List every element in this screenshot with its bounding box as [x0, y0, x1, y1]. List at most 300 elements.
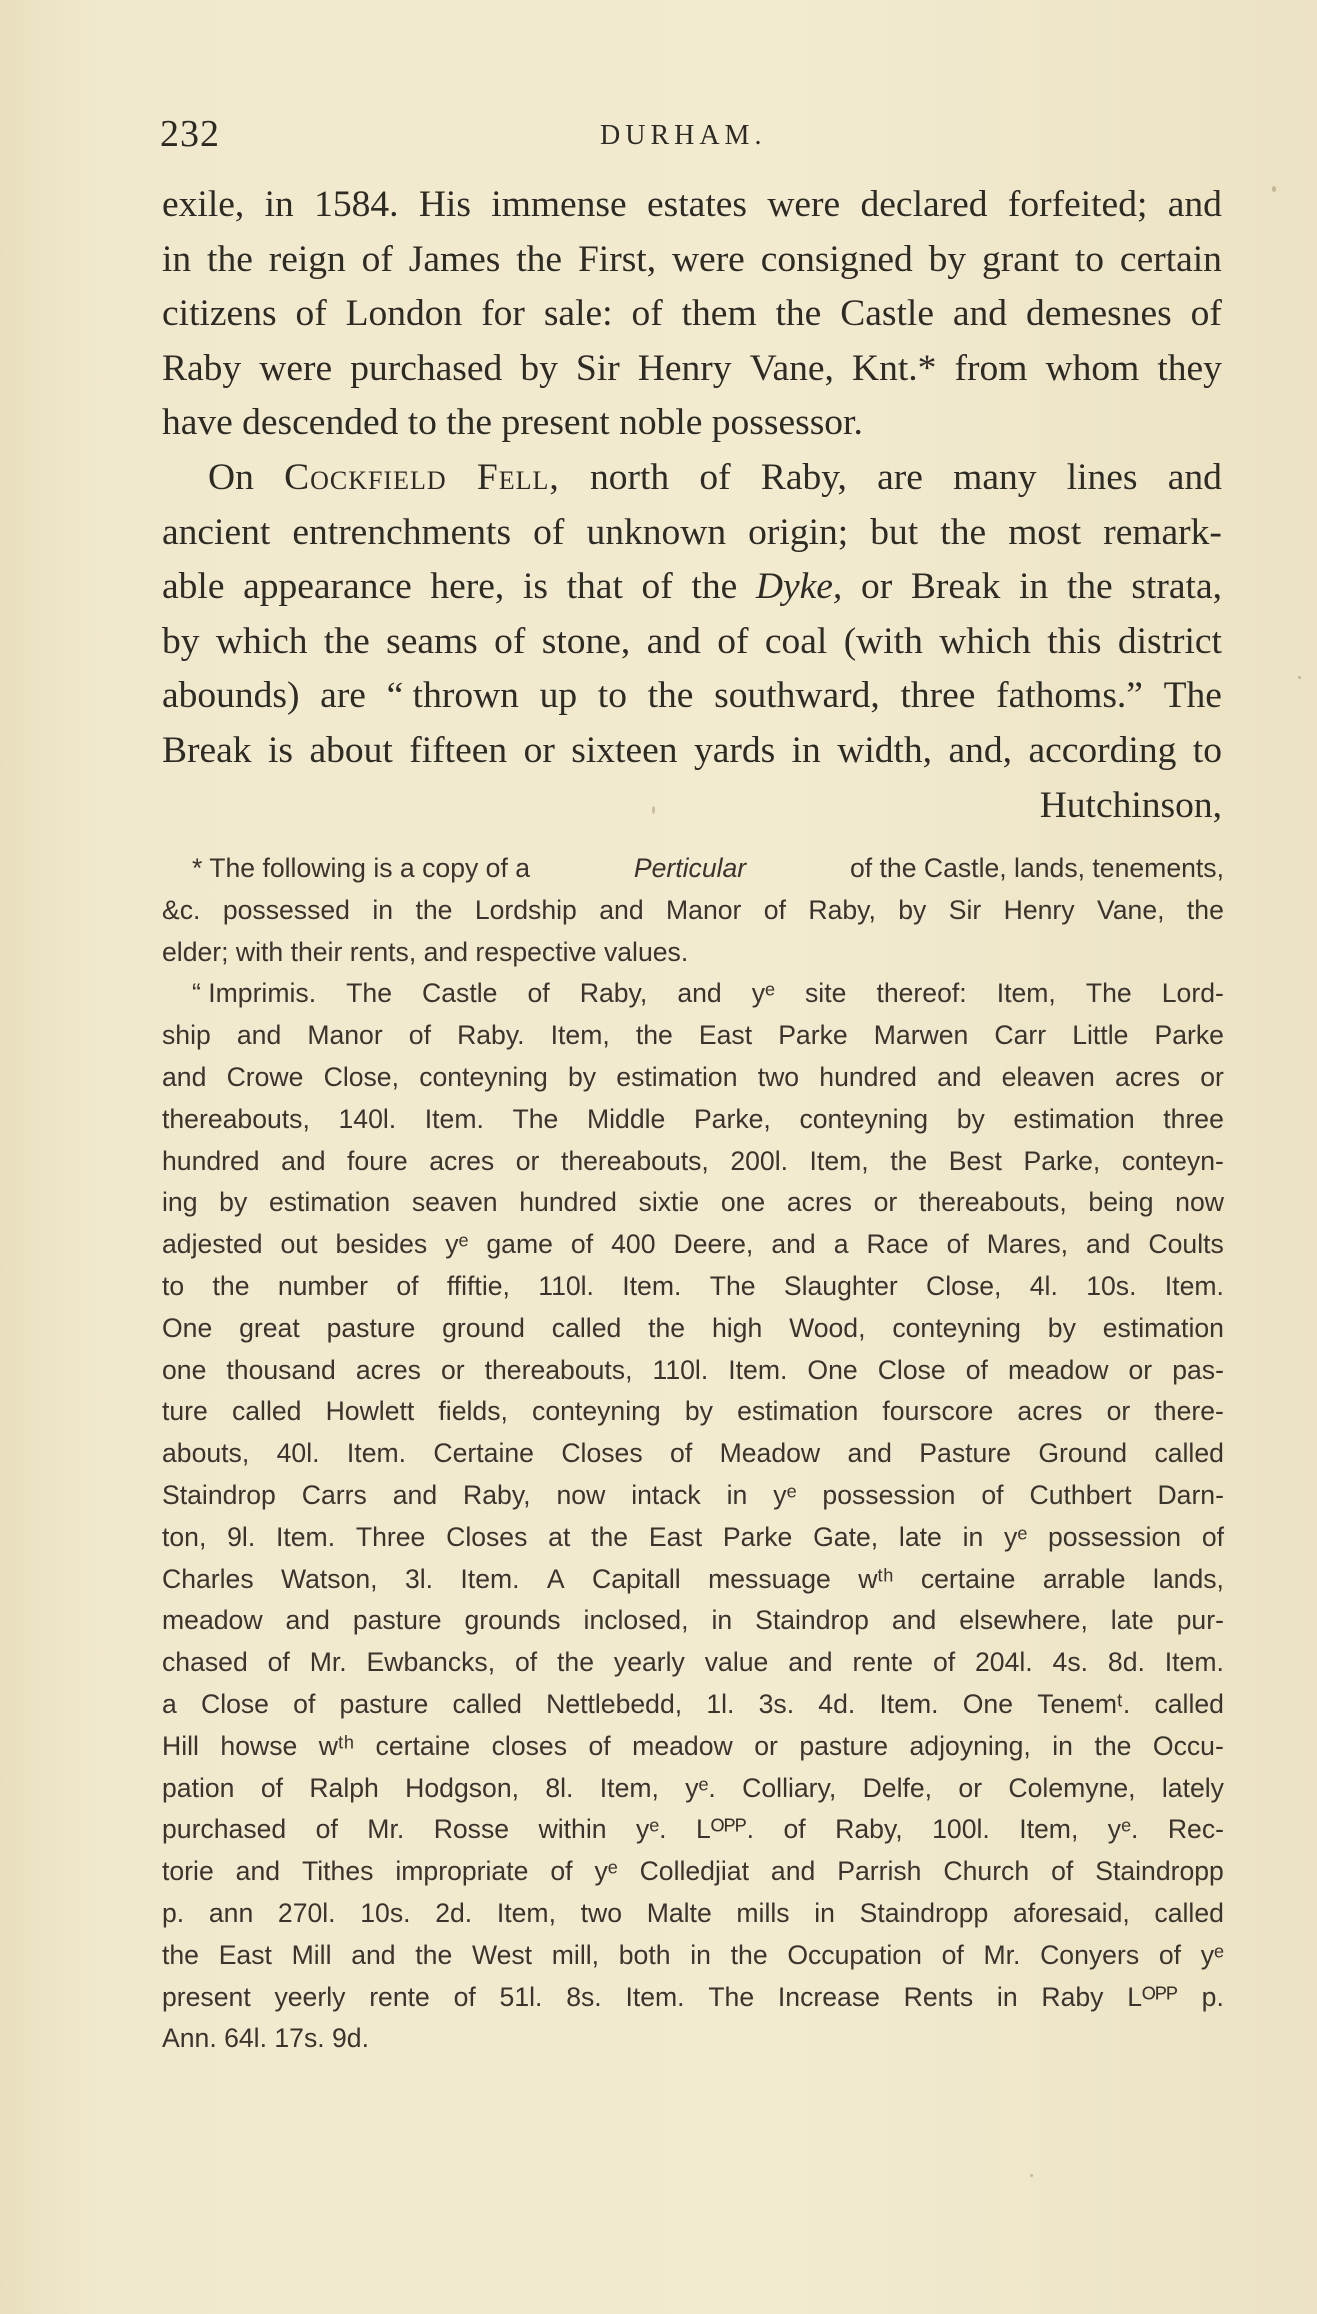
word: possessed	[222, 894, 350, 925]
word: is	[522, 566, 548, 608]
word: 3l.	[404, 1563, 434, 1594]
word: The	[1085, 978, 1132, 1009]
word: they	[1157, 347, 1222, 389]
word: of	[295, 293, 327, 335]
word: estimation	[268, 1187, 391, 1218]
word: meadow	[162, 1605, 263, 1636]
word: game	[486, 1229, 553, 1260]
word: of	[932, 1647, 956, 1678]
word: Cuthbert	[1029, 1479, 1132, 1510]
word: Coults	[1148, 1229, 1224, 1260]
footnote-line	[162, 1266, 1224, 1308]
word: aforesaid,	[1012, 1897, 1130, 1928]
word: have descended to the present noble possessor.	[162, 402, 863, 444]
word: acres	[429, 1145, 495, 1176]
word: Knt.*	[852, 347, 937, 389]
word: value	[704, 1647, 769, 1678]
footnote-line	[162, 1182, 1224, 1224]
word: 4s.	[1052, 1647, 1089, 1678]
word: Henry	[637, 347, 732, 389]
word: conteyning	[892, 1312, 1021, 1343]
word: late	[898, 1521, 942, 1552]
italic-term: Dyke,	[755, 566, 843, 608]
footnote-line	[162, 1141, 1224, 1183]
word: Staindrop	[162, 1479, 276, 1510]
word: and,	[948, 729, 1013, 771]
word: to	[1074, 238, 1105, 280]
word: yᵉ	[751, 978, 775, 1009]
word: and	[677, 978, 722, 1009]
word: London	[345, 293, 463, 335]
word: this	[1047, 620, 1102, 662]
word: thereabouts,	[560, 1145, 709, 1176]
word: now	[556, 1479, 606, 1510]
word: yeerly	[274, 1981, 346, 2012]
word: 100l.	[932, 1814, 990, 1845]
catchword: Hutchinson,	[1039, 784, 1222, 826]
word: which	[215, 620, 308, 662]
footnote-line	[162, 1057, 1224, 1099]
word: Close	[877, 1354, 946, 1385]
word: up	[539, 675, 578, 717]
word: The	[709, 1270, 756, 1301]
word: two	[757, 1061, 800, 1092]
word: Crowe	[226, 1061, 304, 1092]
word: estates	[647, 184, 747, 225]
footnote-line	[162, 1308, 1224, 1350]
word: seams	[386, 620, 478, 662]
word: or	[1128, 1354, 1153, 1385]
word: 10s.	[360, 1897, 411, 1928]
word: Parke	[1154, 1020, 1224, 1051]
word: Item.	[1164, 1647, 1224, 1678]
word: Close	[200, 1688, 269, 1719]
word: in	[814, 1897, 835, 1928]
word: most	[1008, 511, 1082, 553]
word: and	[285, 1605, 330, 1636]
word: Tenemᵗ.	[1037, 1688, 1131, 1719]
page-header	[160, 112, 1270, 162]
word: and	[937, 1061, 982, 1092]
word: were	[259, 347, 333, 389]
word: citizens	[162, 293, 277, 335]
word: Close,	[323, 1061, 399, 1092]
footnote-line	[162, 1851, 1224, 1893]
word: lands,	[1152, 1563, 1224, 1594]
word: yᵉ	[773, 1479, 797, 1510]
word: rente	[852, 1647, 914, 1678]
word: that	[566, 566, 623, 608]
footnote-line	[162, 1726, 1224, 1768]
word: acres	[355, 1354, 421, 1385]
text-line	[162, 669, 1222, 724]
word: yᵉ.	[635, 1814, 667, 1845]
word: Rosse	[433, 1814, 510, 1845]
word: of	[494, 620, 526, 662]
word: and	[236, 1020, 282, 1051]
footnote	[162, 848, 1224, 2060]
word: from	[954, 347, 1028, 389]
word: Parrish	[837, 1856, 922, 1887]
italic-term: Perticular	[633, 853, 747, 883]
word: Pasture	[919, 1438, 1011, 1469]
word: Tithes	[301, 1856, 374, 1887]
word: in	[726, 1479, 748, 1510]
word: fathoms.”	[996, 675, 1143, 717]
word: the	[890, 1145, 928, 1176]
word: ffiftie,	[446, 1270, 510, 1301]
word: Castle	[840, 293, 934, 335]
word: of	[408, 1020, 431, 1051]
word: besides	[335, 1229, 428, 1260]
word: to	[1192, 729, 1222, 771]
word: Deere,	[673, 1229, 754, 1260]
word: possession	[822, 1479, 956, 1510]
word: A	[546, 1563, 565, 1594]
word: the	[212, 1270, 250, 1301]
footnote-text: of the Castle, lands, tenements,	[849, 853, 1224, 883]
word: Little	[1072, 1020, 1129, 1051]
word: immense	[491, 184, 627, 225]
word: consigned	[760, 238, 913, 280]
text-line	[162, 342, 1222, 397]
word: and	[162, 1061, 207, 1092]
word: forfeited;	[1007, 184, 1148, 225]
word: (with	[843, 620, 923, 662]
word: and	[771, 1229, 816, 1260]
word: in	[791, 729, 821, 771]
word: Item.	[625, 1981, 685, 2012]
word: within	[538, 1814, 607, 1845]
word: or	[1106, 1396, 1131, 1427]
word: pasture	[352, 1605, 442, 1636]
word: Charles	[162, 1563, 254, 1594]
word: the	[415, 1939, 453, 1970]
word: ture	[162, 1396, 208, 1427]
word: the	[162, 1939, 199, 1970]
word: ancient	[162, 511, 271, 553]
word: Darn-	[1157, 1479, 1224, 1510]
word: the	[415, 894, 453, 925]
word: in	[162, 238, 192, 280]
word: conteyning	[532, 1396, 661, 1427]
word: wᵗʰ	[318, 1730, 355, 1761]
word: the	[647, 675, 694, 717]
word: the	[1094, 1730, 1132, 1761]
word: of	[783, 1814, 806, 1845]
word: East	[218, 1939, 272, 1970]
word: Close,	[926, 1270, 1002, 1301]
word: Mares,	[986, 1229, 1069, 1260]
word: were	[767, 184, 841, 225]
word: many	[953, 456, 1037, 498]
word: yearly	[613, 1647, 685, 1678]
word: Lord-	[1161, 978, 1224, 1009]
word: certain	[1119, 238, 1222, 280]
word: origin;	[748, 511, 849, 553]
word: declared	[860, 184, 988, 225]
word: and	[1167, 184, 1222, 225]
word: coal	[764, 620, 828, 662]
word: seaven	[411, 1187, 498, 1218]
word: arrable	[1042, 1563, 1126, 1594]
word: The	[708, 1981, 755, 2012]
word: Parke	[722, 1521, 793, 1552]
word: and	[351, 1939, 396, 1970]
word: Manor	[666, 894, 742, 925]
word: Hill	[162, 1730, 199, 1761]
word: West	[471, 1939, 533, 1970]
word: Best	[948, 1145, 1002, 1176]
word: of	[641, 566, 673, 608]
word: of	[965, 1354, 988, 1385]
word: yᵉ	[445, 1229, 469, 1260]
word: the	[557, 1647, 595, 1678]
text-line	[162, 615, 1222, 670]
word: Item.	[728, 1354, 788, 1385]
word: of	[533, 511, 565, 553]
word: and	[392, 1479, 438, 1510]
word: pasture	[326, 1312, 416, 1343]
word: by	[568, 1061, 597, 1092]
word: Staindropp	[1095, 1856, 1224, 1887]
word: fifteen	[409, 729, 508, 771]
word: of	[550, 1856, 573, 1887]
word: adjoyning,	[909, 1730, 1031, 1761]
footnote-line	[162, 1433, 1224, 1475]
paper-speck	[1298, 676, 1301, 679]
running-head: DURHAM.	[600, 120, 767, 151]
word: Malte	[646, 1897, 712, 1928]
word: them	[681, 293, 757, 335]
word: Item,	[496, 1897, 556, 1928]
word: of	[361, 238, 393, 280]
word: of	[514, 1647, 538, 1678]
word: three	[1163, 1103, 1224, 1134]
word: Carrs	[301, 1479, 367, 1510]
word: rente	[369, 1981, 430, 2012]
word: mill,	[551, 1939, 600, 1970]
word: 110l.	[538, 1270, 594, 1301]
word: hundred	[162, 1145, 260, 1176]
page-number: 232	[160, 113, 220, 155]
word: Parke,	[1023, 1145, 1101, 1176]
word: or	[958, 1772, 983, 1803]
place-name: Fell,	[476, 456, 560, 498]
word: Certaine	[433, 1438, 534, 1469]
word: East	[648, 1521, 703, 1552]
word: pas-	[1172, 1354, 1224, 1385]
word: of	[293, 1688, 316, 1719]
word: 2d.	[435, 1897, 473, 1928]
word: Ann. 64l. 17s. 9d.	[162, 2023, 369, 2054]
word: the	[730, 1939, 768, 1970]
word: Vane,	[749, 347, 834, 389]
paper-speck	[1030, 2174, 1033, 2177]
word: but	[870, 511, 919, 553]
word: acres	[786, 1187, 852, 1218]
word: yᵉ.	[685, 1772, 716, 1803]
word: Raby,	[760, 456, 847, 498]
word: is	[268, 729, 294, 771]
footnote-line	[162, 1475, 1224, 1517]
word: according	[1028, 729, 1177, 771]
word: of	[588, 1730, 611, 1761]
text-line	[162, 779, 1222, 834]
word: of	[699, 456, 731, 498]
word: Raby,	[579, 978, 648, 1009]
word: meadow	[1007, 1354, 1109, 1385]
word: in	[996, 1981, 1018, 2012]
word: or	[860, 566, 893, 608]
word: of	[267, 1647, 290, 1678]
word: 110l.	[652, 1354, 709, 1385]
word: of	[1190, 293, 1222, 335]
word: Hodgson,	[405, 1772, 520, 1803]
text-line	[162, 178, 1222, 233]
word: the	[207, 238, 253, 280]
word: 1l.	[706, 1688, 735, 1719]
word: 140l.	[338, 1103, 397, 1134]
word: southward,	[714, 675, 880, 717]
word: or	[515, 1145, 540, 1176]
word: pasture	[339, 1688, 429, 1719]
word: and	[847, 1438, 892, 1469]
word: 10s.	[1086, 1270, 1137, 1301]
word: Rents	[903, 1981, 974, 2012]
word: Rec-	[1167, 1814, 1224, 1845]
word: Castle	[422, 978, 498, 1009]
word: of	[453, 1981, 476, 2012]
footnote-line	[162, 1893, 1224, 1935]
footnote-line	[162, 890, 1224, 932]
word: Gate,	[813, 1521, 879, 1552]
word: there-	[1154, 1396, 1224, 1427]
word: The	[1163, 675, 1222, 717]
word: purchased	[350, 347, 503, 389]
word: James	[408, 238, 501, 280]
word: now	[1175, 1187, 1224, 1218]
word: of	[717, 620, 749, 662]
word: sixteen	[571, 729, 678, 771]
word: of	[1201, 1521, 1224, 1552]
word: are	[877, 456, 923, 498]
word: which	[939, 620, 1031, 662]
word: Item,	[1019, 1814, 1079, 1845]
word: and	[891, 1605, 937, 1636]
word: in	[264, 184, 294, 225]
word: thereabouts,	[162, 1103, 310, 1134]
word: present	[162, 1981, 251, 2012]
word: 400	[611, 1229, 656, 1260]
word: Three	[355, 1521, 426, 1552]
word: Item.	[275, 1521, 336, 1552]
word: and	[952, 293, 1008, 335]
word: the	[691, 566, 738, 608]
word: yᵉ	[1004, 1521, 1028, 1552]
word: of	[631, 293, 663, 335]
word: and	[788, 1647, 833, 1678]
word: His	[418, 184, 471, 225]
word: of	[396, 1270, 419, 1301]
word: p.	[162, 1897, 185, 1928]
word: ann	[208, 1897, 254, 1928]
footnote-line	[162, 973, 1224, 1015]
footnote-line	[162, 1517, 1224, 1559]
word: Vane,	[1096, 894, 1165, 925]
word: thereabouts,	[918, 1187, 1067, 1218]
word: Wood,	[789, 1312, 866, 1343]
word: Sir	[948, 894, 982, 925]
word: of	[763, 894, 786, 925]
footnote-line	[162, 1015, 1224, 1057]
word: the	[635, 1020, 673, 1051]
word: of	[946, 1229, 969, 1260]
word: ship	[162, 1020, 211, 1051]
word: 200l.	[730, 1145, 789, 1176]
word: “ thrown	[386, 675, 519, 717]
word: acres	[1114, 1061, 1181, 1092]
word: conteyning	[419, 1061, 548, 1092]
word: yᵉ.	[1107, 1814, 1139, 1845]
word: grounds	[464, 1605, 561, 1636]
word: and	[281, 1145, 326, 1176]
word: the	[648, 1312, 686, 1343]
word: stone,	[541, 620, 631, 662]
word: On	[208, 456, 254, 498]
word: Ewbancks,	[366, 1647, 496, 1678]
word: ton,	[162, 1521, 207, 1552]
word: or	[754, 1730, 778, 1761]
word: able	[162, 566, 225, 608]
word: elsewhere,	[959, 1605, 1088, 1636]
word: elder; with their rents, and respective values.	[162, 936, 689, 967]
word: Staindropp	[859, 1897, 989, 1928]
word: Conyers	[1040, 1939, 1140, 1970]
word: called	[1154, 1688, 1224, 1719]
word: the	[775, 293, 822, 335]
word: the	[1066, 566, 1113, 608]
word: reign	[268, 238, 346, 280]
word: 51l.	[499, 1981, 543, 2012]
word: Nettlebedd,	[546, 1688, 683, 1719]
word: torie	[162, 1856, 214, 1887]
text-line	[162, 233, 1222, 288]
word: One	[162, 1312, 213, 1343]
footnote-line	[162, 848, 1224, 890]
word: the	[323, 620, 370, 662]
word: estimation	[1102, 1312, 1224, 1343]
word: and	[646, 620, 701, 662]
word: a	[833, 1229, 849, 1260]
word: Watson,	[281, 1563, 378, 1594]
word: howse	[220, 1730, 298, 1761]
footnote-line	[162, 1600, 1224, 1642]
word: north	[589, 456, 670, 498]
word: First,	[577, 238, 657, 280]
word: are	[320, 675, 366, 717]
word: Mr.	[983, 1939, 1021, 1970]
word: appearance	[243, 566, 412, 608]
word: Item.	[879, 1688, 939, 1719]
word: of	[260, 1772, 283, 1803]
word: foure	[347, 1145, 408, 1176]
word: a	[162, 1688, 177, 1719]
word: called	[1154, 1897, 1224, 1928]
word: 3s.	[758, 1688, 795, 1719]
word: called	[551, 1312, 622, 1343]
word: and	[1167, 456, 1222, 498]
